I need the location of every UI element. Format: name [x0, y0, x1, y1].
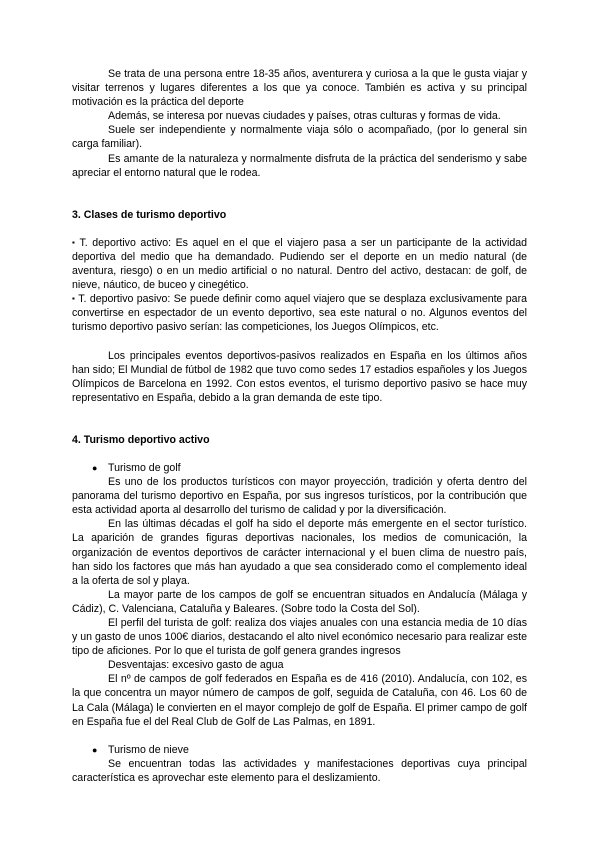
golf-paragraph-1: Es uno de los productos turísticos con mayor proyección, tradición y oferta dentro del panorama del turismo deportivo en España, por sus ingresos turísticos, por la contribución que esta actividad aporta al desarrollo del turismo de calidad y por la diversificación.: [72, 476, 527, 517]
section-3-bullet-active: [72, 236, 527, 292]
intro-paragraph-3: Suele ser independiente y normalmente viaja sólo o acompañado, (por lo general sin carga familiar).: [72, 124, 527, 151]
intro-paragraph-2: Además, se interesa por nuevas ciudades y países, otras culturas y formas de vida.: [108, 110, 501, 123]
intro-paragraph-4: Es amante de la naturaleza y normalmente disfruta de la práctica del senderismo y sabe apreciar el entorno natural que le rodea.: [72, 152, 527, 179]
square-bullet-icon: ▪: [72, 294, 76, 304]
bullet-text: T. deportivo activo: Es aquel en el que el viajero pasa a ser un participante de la actividad deportiva del medio que ha demandado. Pudiendo ser el deporte en un medio natural (de aventura, riesgo) o en un medio artificial o no natural. Dentro del activo, destacan: de golf, de nieve, náutico, de buceo y cinegético.: [72, 236, 527, 292]
bullet-dot-icon: ●: [92, 744, 98, 755]
section-3-bullet-passive: [72, 292, 527, 334]
section-3-heading: 3. Clases de turismo deportivo: [72, 208, 227, 221]
list-item-nieve: [72, 743, 527, 757]
square-bullet-icon: ▪: [72, 237, 77, 247]
document-page: [72, 67, 527, 785]
golf-paragraph-3: La mayor parte de los campos de golf se encuentran situados en Andalucía (Málaga y Cádiz), C. Valenciana, Cataluña y Baleares. (Sobre todo la Costa del Sol).: [72, 588, 527, 615]
list-item-title: Turismo de nieve: [108, 743, 189, 756]
golf-paragraph-6: El nº de campos de golf federados en España es de 416 (2010). Andalucía, con 102, es la que concentra un mayor número de campos de golf, seguida de Cataluña, con 46. Los 60 de La Cala (Málaga) le convierten en el mayor complejo de golf de España. El primer campo de golf en España fue el del Real Club de Golf de Las Palmas, en 1891.: [72, 673, 527, 728]
list-item-golf: [72, 461, 527, 475]
golf-paragraph-2: En las últimas décadas el golf ha sido el deporte más emergente en el sector turístico. La aparición de grandes figuras deportivas nacionales, los medios de comunicación, la organización de eventos deportivos de carácter internacional y el buen clima de nuestro país, han sido los factores que más han ayudado a que sea considerado como el complemento ideal a la oferta de sol y playa.: [72, 518, 527, 587]
nieve-paragraph-1: Se encuentran todas las actividades y manifestaciones deportivas cuya principal característica es aprovechar este elemento para el deslizamiento.: [72, 757, 527, 784]
intro-paragraph-1: Se trata de una persona entre 18-35 años, aventurera y curiosa a la que le gusta viajar y visitar terrenos y lugares diferentes a los que ya conoce. También es activa y su principal motivación es la práctica del deporte: [72, 68, 527, 109]
section-3-paragraph: Los principales eventos deportivos-pasivos realizados en España en los últimos años han sido; El Mundial de fútbol de 1982 que tuvo como sedes 17 estadios españoles y los Juegos Olímpicos de Barcelona en 1992. Con estos eventos, el turismo deportivo pasivo se hace muy representativo en España, debido a la gran demanda de este tipo.: [72, 349, 527, 404]
golf-paragraph-4: El perfil del turista de golf: realiza dos viajes anuales con una estancia media de 10 días y un gasto de unos 100€ diarios, destacando el alto nivel económico necesario para realizar este tipo de aficiones. Por lo que el turista de golf genera grandes ingresos: [72, 617, 527, 658]
bullet-dot-icon: ●: [92, 462, 98, 473]
golf-paragraph-5: Desventajas: excesivo gasto de agua: [108, 659, 284, 672]
section-4-heading: 4. Turismo deportivo activo: [72, 433, 210, 446]
list-item-title: Turismo de golf: [108, 461, 181, 474]
bullet-text: T. deportivo pasivo: Se puede definir como aquel viajero que se desplaza exclusivamente para convertirse en espectador de un evento deportivo, sea este natural o no. Algunos eventos del turismo deportivo pasivo serían: las competiciones, los Juegos Olímpicos, etc.: [72, 293, 527, 334]
